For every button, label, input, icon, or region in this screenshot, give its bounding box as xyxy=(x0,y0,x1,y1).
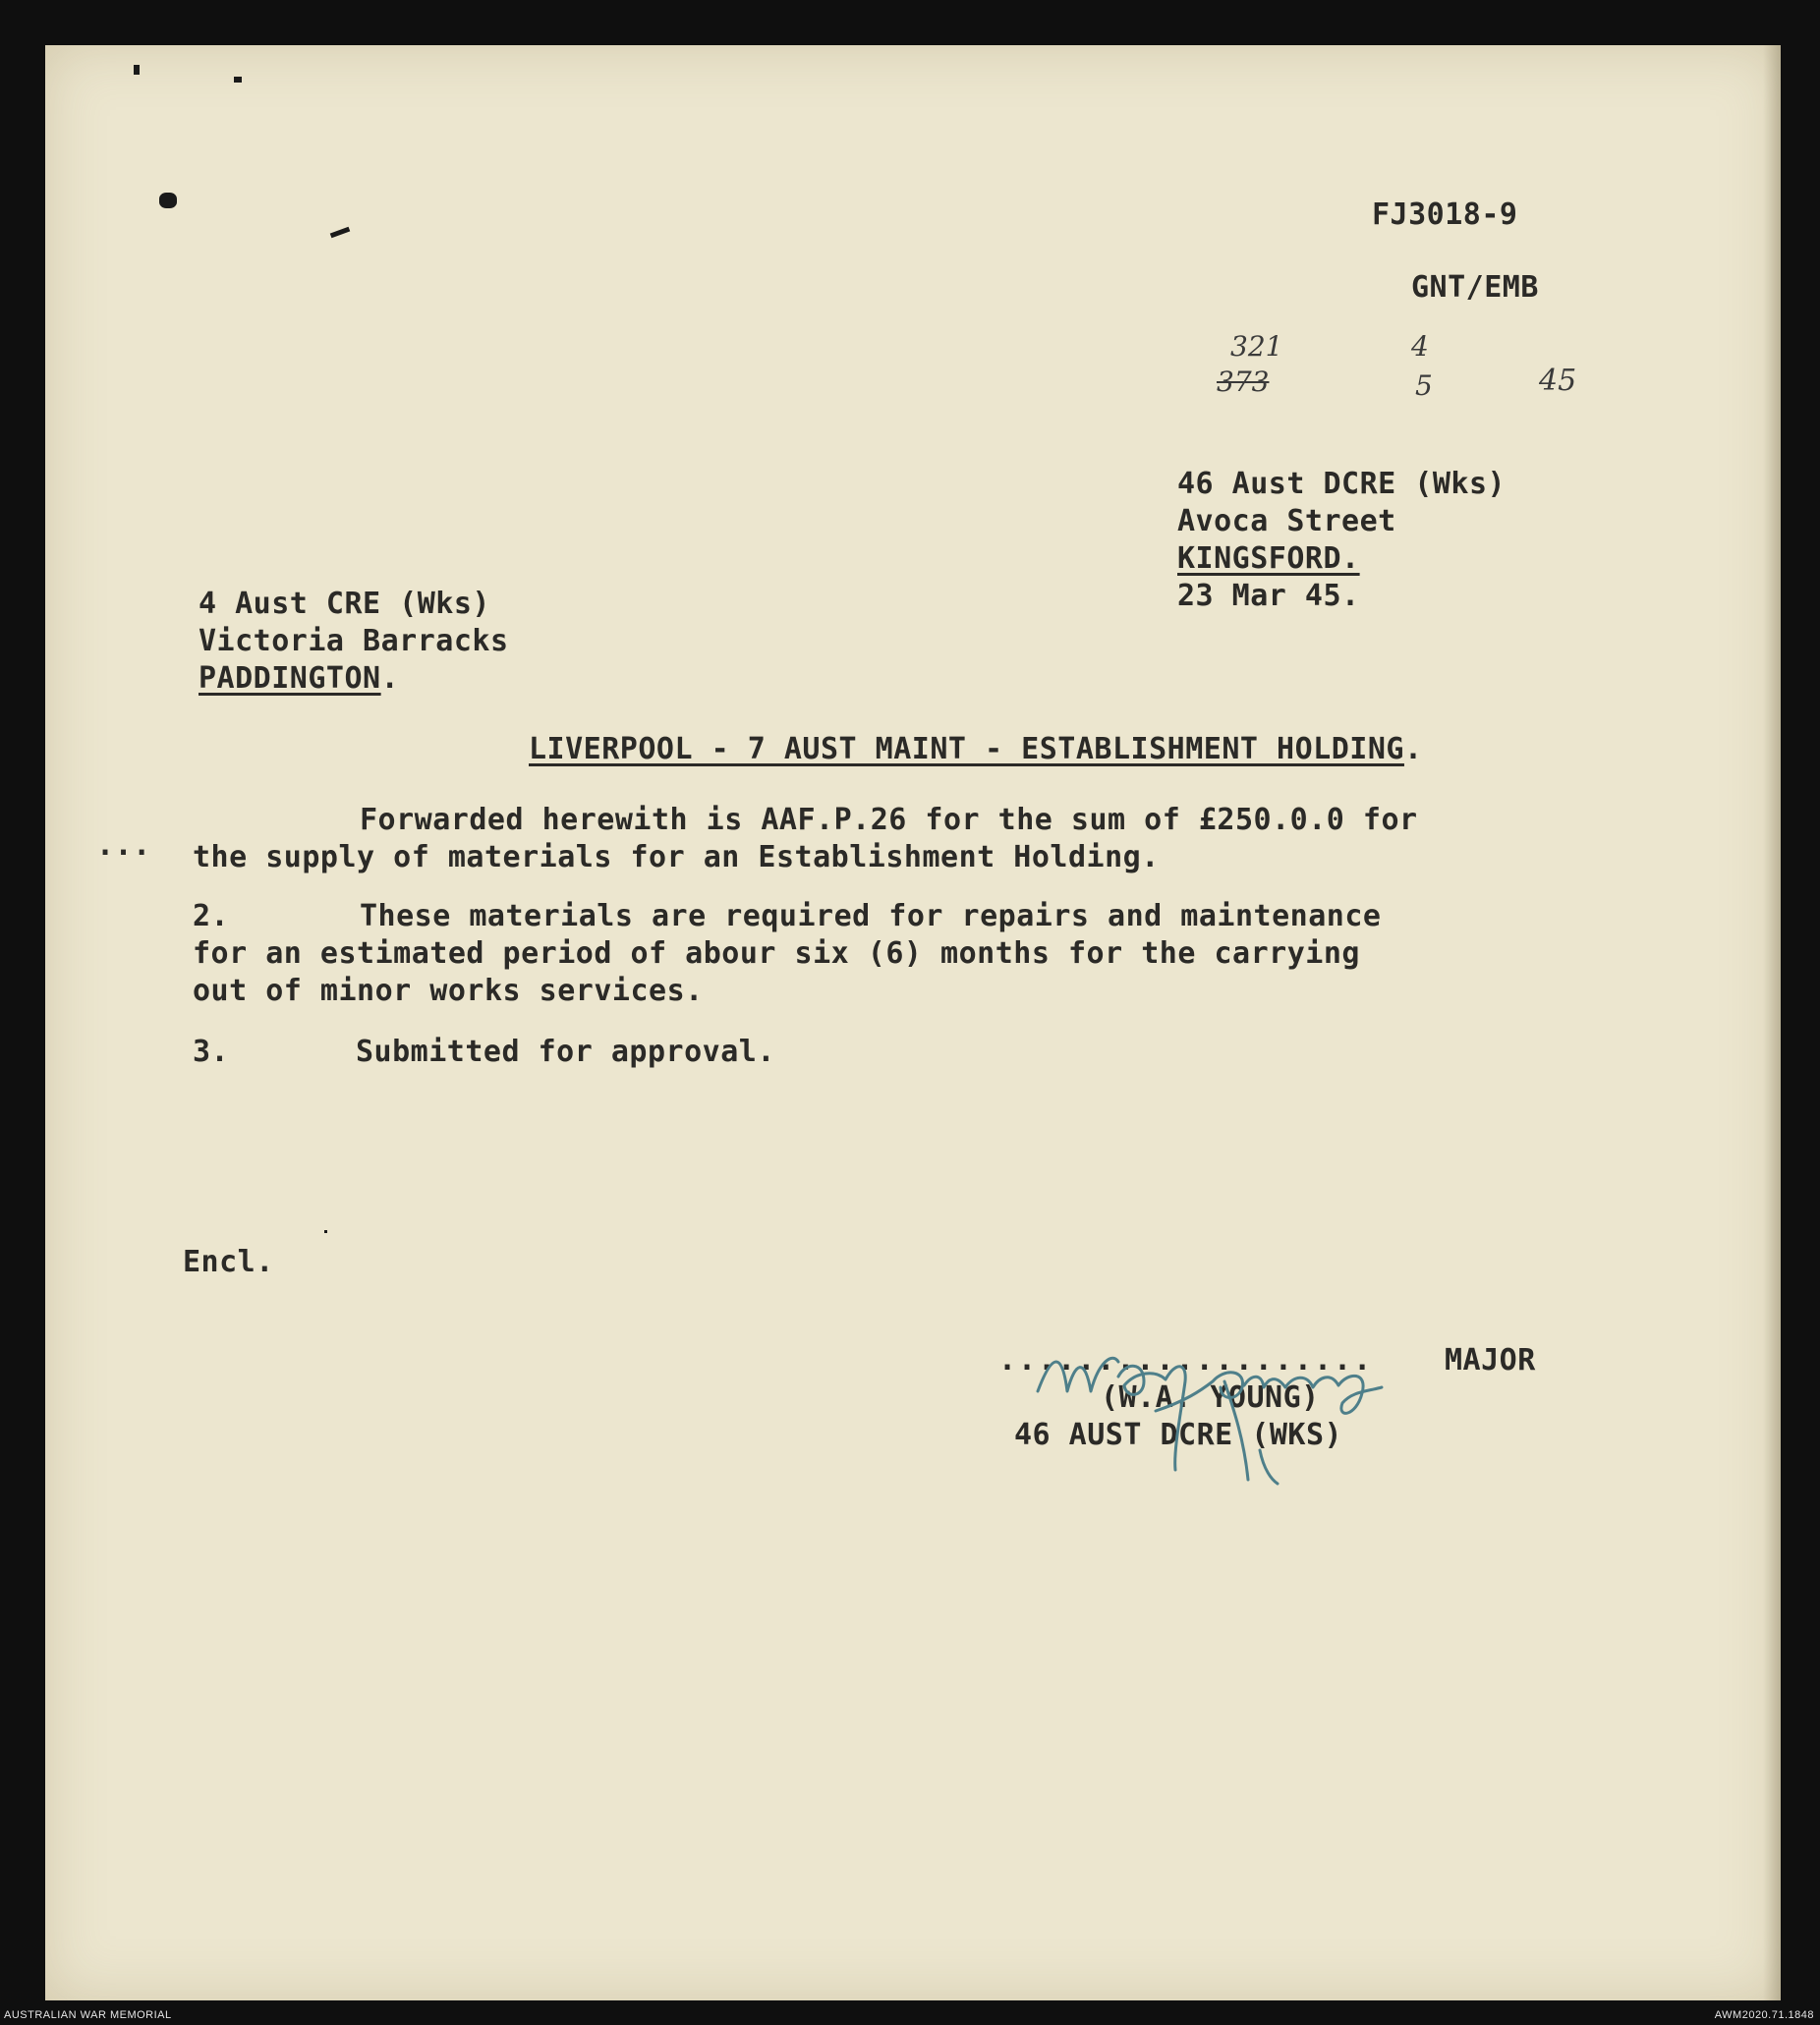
punch-mark xyxy=(234,77,242,83)
sender-line-3: KINGSFORD. xyxy=(1177,541,1360,576)
recipient-town: PADDINGTON xyxy=(199,661,381,696)
paragraph-2-line-3: out of minor works services. xyxy=(193,974,704,1008)
enclosure-note: Encl. xyxy=(183,1245,274,1279)
file-reference: FJ3018-9 xyxy=(1372,197,1518,232)
paragraph-1-line-2: the supply of materials for an Establishment Holding. xyxy=(193,840,1160,874)
signature-rank: MAJOR xyxy=(1445,1343,1536,1378)
staple-hole-mark xyxy=(159,193,177,208)
staple-hole-mark xyxy=(330,227,351,239)
initials-reference: GNT/EMB xyxy=(1411,270,1539,305)
handwritten-struck-number: 373 xyxy=(1217,366,1270,398)
paragraph-2-line-2: for an estimated period of abour six (6) months for the carrying xyxy=(193,936,1360,971)
signatory-unit: 46 AUST DCRE (WKS) xyxy=(1014,1418,1343,1452)
recipient-line-1: 4 Aust CRE (Wks) xyxy=(199,587,490,621)
handwritten-note: 45 xyxy=(1539,364,1577,398)
recipient-line-2: Victoria Barracks xyxy=(199,624,509,658)
paragraph-1-line-1: Forwarded herewith is AAF.P.26 for the sum of £250.0.0 for xyxy=(360,803,1418,837)
paragraph-2-number: 2. xyxy=(193,899,230,933)
paragraph-3-text: Submitted for approval. xyxy=(356,1035,775,1069)
recipient-line-3 xyxy=(199,660,399,698)
handwritten-number: 321 xyxy=(1230,330,1283,363)
punch-mark xyxy=(324,1230,327,1233)
recipient-town-suffix: . xyxy=(380,661,400,696)
sender-line-1: 46 Aust DCRE (Wks) xyxy=(1177,467,1507,501)
subject-text: LIVERPOOL - 7 AUST MAINT - ESTABLISHMENT HOLDING xyxy=(529,732,1404,766)
sender-line-2: Avoca Street xyxy=(1177,504,1396,538)
paragraph-3-number: 3. xyxy=(193,1035,230,1069)
subject-heading xyxy=(529,731,1423,768)
punch-mark xyxy=(134,65,140,75)
signature-dots: ................... xyxy=(998,1343,1374,1378)
margin-mark: ... xyxy=(96,828,151,863)
footer-credit: AUSTRALIAN WAR MEMORIAL xyxy=(4,2009,172,2021)
handwritten-fraction-bottom: 5 xyxy=(1415,369,1433,402)
handwritten-fraction-top: 4 xyxy=(1411,330,1429,363)
document-sheet xyxy=(45,45,1781,2000)
paragraph-2-line-1: These materials are required for repairs and maintenance xyxy=(360,899,1382,933)
signatory-name: (W.A. YOUNG) xyxy=(1101,1380,1320,1415)
footer-catalogue-number: AWM2020.71.1848 xyxy=(1714,2009,1814,2021)
letter-date: 23 Mar 45. xyxy=(1177,579,1360,613)
subject-suffix: . xyxy=(1403,732,1423,766)
handwritten-signature xyxy=(1028,1322,1490,1490)
